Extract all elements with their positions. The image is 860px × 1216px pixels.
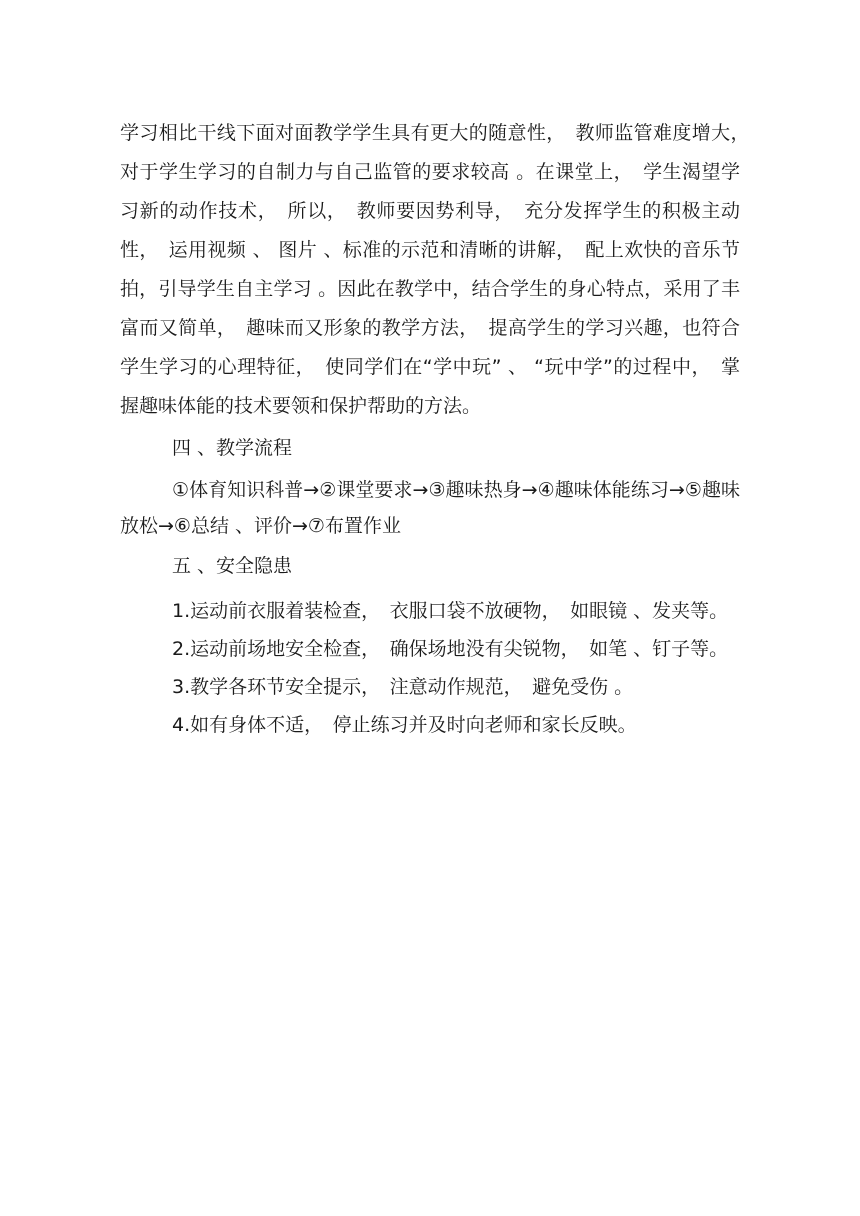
intro-paragraph: 学习相比干线下面对面教学学生具有更大的随意性， 教师监管难度增大， 对于学生学习的自制力与自己监管的要求较高 。在课堂上， 学生渴望学习新的动作技术， 所以， 教师要因势利导， 充分发挥学生的积极主动性， 运用视频 、 图片 、标准的示范和清晰的讲解， 配上欢快的音乐节拍，引导学生自主学习 。因此在教学中，结合学生的身心特点，采用了丰富而又简单， 趣味而又形象的教学方法， 提高学生的学习兴趣，也符合学生学习的心理特征， 使同学们在“学中玩” 、 “玩中学”的过程中， 掌握趣味体能的技术要领和保护帮助的方法。: [120, 122, 760, 417]
section-four-heading: 四 、教学流程: [172, 437, 293, 459]
safety-item-2: 2.运动前场地安全检查， 确保场地没有尖锐物， 如笔 、钉子等。: [172, 638, 729, 660]
safety-item-3: 3.教学各环节安全提示， 注意动作规范， 避免受伤 。: [172, 676, 634, 698]
document-body: [120, 114, 760, 744]
safety-list: [120, 592, 740, 744]
safety-item-4: 4.如有身体不适， 停止练习并及时向老师和家长反映。: [172, 714, 637, 736]
safety-item-1: 1.运动前衣服着装检查， 衣服口袋不放硬物， 如眼镜 、发夹等。: [172, 600, 729, 622]
teaching-flow: ①体育知识科普→②课堂要求→③趣味热身→④趣味体能练习→⑤趣味放松→⑥总结 、评价→⑦布置作业: [120, 479, 740, 537]
section-five-heading: 五 、安全隐患: [172, 555, 293, 577]
